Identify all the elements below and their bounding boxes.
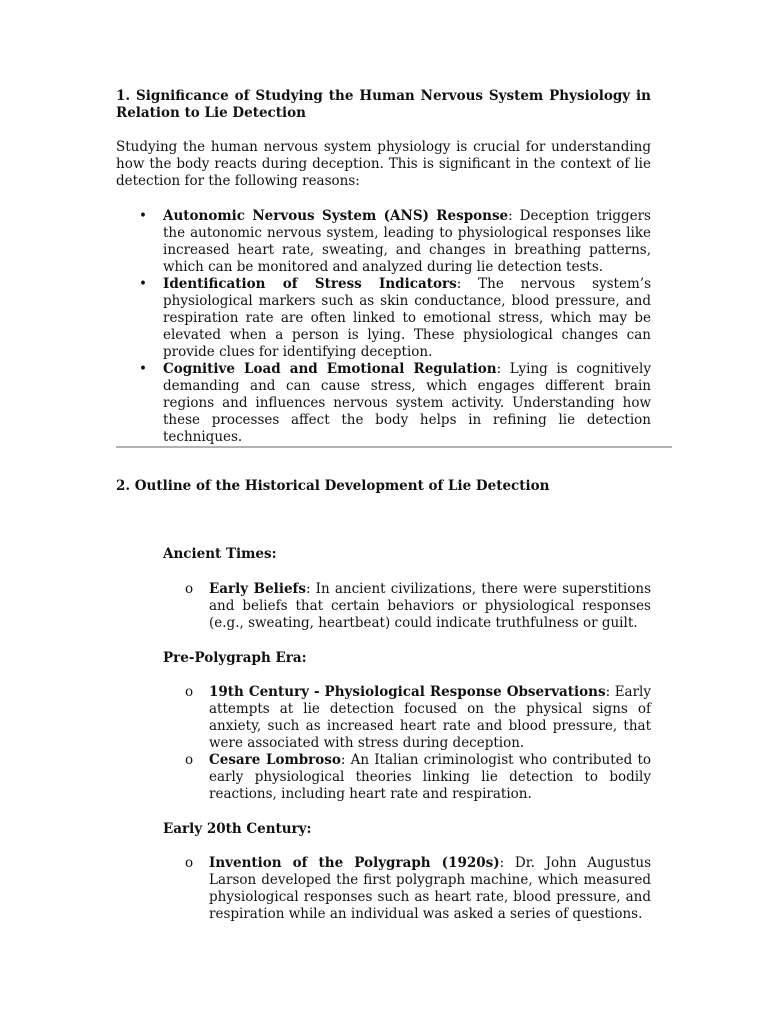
bullet-marker: •	[139, 361, 147, 377]
list-item	[185, 752, 652, 803]
era-list-ancient	[185, 581, 652, 632]
item-text: : An Italian criminologist who contributed to early physiological theories linking lie detection to bodily reactions, including heart rate and respiration.	[209, 752, 652, 802]
item-text: : Dr. John Augustus Larson developed the first polygraph machine, which measured physiological responses such as heart rate, blood pressure, and respiration while an individual was asked a series of questions.	[209, 855, 651, 922]
era-list-early-20th-century	[185, 855, 651, 923]
sub-bullet-marker: o	[185, 855, 194, 871]
list-item	[139, 208, 651, 276]
section-1-intro: Studying the human nervous system physiology is crucial for understanding how the body reacts during deception. This is significant in the context of lie detection for the following reasons:	[116, 139, 651, 189]
sub-bullet-marker: o	[185, 752, 194, 768]
bullet-marker: •	[139, 276, 147, 292]
section-1-bullet-list	[139, 208, 651, 446]
section-divider	[116, 446, 672, 448]
bullet-text: : Lying is cognitively demanding and can cause stress, which engages different brain regions and influences nervous system activity. Understanding how these processes affect the body helps in refining lie detection techniques.	[163, 361, 651, 445]
item-term: 19th Century - Physiological Response Observations	[209, 684, 606, 700]
item-text: : In ancient civilizations, there were superstitions and beliefs that certain behaviors or physiological responses (e.g., sweating, heartbeat) could indicate truthfulness or guilt.	[209, 581, 652, 631]
sub-bullet-marker: o	[185, 684, 194, 700]
bullet-marker: •	[139, 208, 147, 224]
section-1-heading: 1. Significance of Studying the Human Nervous System Physiology in Relation to Lie Detection	[116, 88, 651, 121]
list-item	[185, 684, 651, 752]
bullet-term: Cognitive Load and Emotional Regulation	[163, 361, 497, 377]
item-term: Early Beliefs	[209, 581, 306, 597]
bullet-text: : Deception triggers the autonomic nervous system, leading to physiological responses like increased heart rate, sweating, and changes in breathing patterns, which can be monitored and analyzed during lie detection tests.	[163, 208, 651, 275]
era-title-pre-polygraph: Pre-Polygraph Era:	[163, 650, 307, 666]
item-term: Invention of the Polygraph (1920s)	[209, 855, 500, 871]
era-title-early-20th-century: Early 20th Century:	[163, 821, 312, 837]
sub-bullet-marker: o	[185, 581, 194, 597]
list-item	[139, 276, 651, 361]
bullet-term: Autonomic Nervous System (ANS) Response	[163, 208, 509, 224]
section-2-heading: 2. Outline of the Historical Development of Lie Detection	[116, 478, 550, 494]
bullet-term: Identification of Stress Indicators	[163, 276, 457, 292]
era-list-pre-polygraph	[185, 684, 652, 803]
item-text: : Early attempts at lie detection focused on the physical signs of anxiety, such as increased heart rate and blood pressure, that were associated with stress during deception.	[209, 684, 651, 751]
list-item	[185, 581, 652, 632]
list-item	[185, 855, 651, 923]
item-term: Cesare Lombroso	[209, 752, 341, 768]
era-title-ancient: Ancient Times:	[163, 546, 277, 562]
list-item	[139, 361, 651, 446]
bullet-text: : The nervous system’s physiological markers such as skin conductance, blood pressure, and respiration rate are often linked to emotional stress, which may be elevated when a person is lying. These physiological changes can provide clues for identifying deception.	[163, 276, 651, 360]
